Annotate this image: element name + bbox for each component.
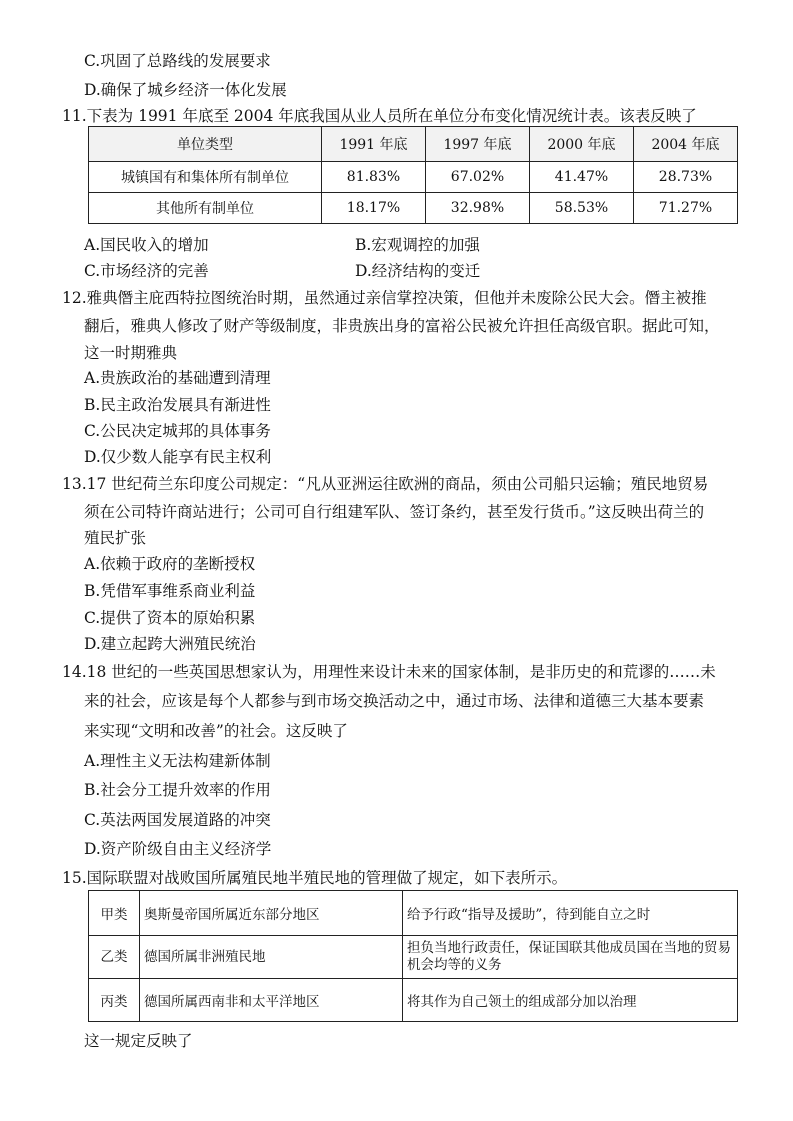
header-cell: 1991 年底	[322, 127, 426, 162]
table-row	[89, 891, 738, 936]
table-cell: 32.98%	[426, 193, 530, 224]
table-cell: 甲类	[89, 891, 140, 936]
table-cell: 德国所属非洲殖民地	[140, 936, 403, 979]
q14-option-a: A.理性主义无法构建新体制	[84, 752, 271, 770]
q10-option-c: C.巩固了总路线的发展要求	[84, 52, 271, 70]
q13-option-b: B.凭借军事维系商业利益	[84, 582, 256, 600]
header-cell: 1997 年底	[426, 127, 530, 162]
q13-option-a: A.依赖于政府的垄断授权	[84, 555, 256, 573]
table-cell: 德国所属西南非和太平洋地区	[140, 979, 403, 1022]
table-row	[89, 193, 738, 224]
table-cell: 担负当地行政责任，保证国联其他成员国在当地的贸易机会均等的义务	[403, 936, 738, 979]
q13-option-d: D.建立起跨大洲殖民统治	[84, 635, 256, 653]
q15-tail: 这一规定反映了	[84, 1032, 193, 1050]
q12-option-c: C.公民决定城邦的具体事务	[84, 422, 271, 440]
q11-option-a: A.国民收入的增加	[84, 236, 209, 254]
table-cell: 81.83%	[322, 162, 426, 193]
q15-table	[88, 890, 738, 1022]
q13-stem-line2: 须在公司特许商站进行；公司可自行组建军队、签订条约，甚至发行货币。”这反映出荷兰的	[84, 503, 705, 521]
table-row	[89, 979, 738, 1022]
q13-stem-line3: 殖民扩张	[84, 529, 147, 547]
table-cell: 给予行政“指导及援助”，待到能自立之时	[403, 891, 738, 936]
table-cell: 奥斯曼帝国所属近东部分地区	[140, 891, 403, 936]
q11-stem: 11.下表为 1991 年底至 2004 年底我国从业人员所在单位分布变化情况统计表。该表反映了	[62, 107, 697, 125]
q12-stem-line1: 12.雅典僭主庇西特拉图统治时期，虽然通过亲信掌控决策，但他并未废除公民大会。僭主被推	[62, 289, 707, 307]
q11-option-b: B.宏观调控的加强	[355, 236, 480, 254]
q12-option-d: D.仅少数人能享有民主权利	[84, 448, 272, 466]
table-cell: 41.47%	[530, 162, 634, 193]
q14-stem-line1: 14.18 世纪的一些英国思想家认为，用理性来设计未来的国家体制，是非历史的和荒谬的……未	[62, 663, 716, 681]
q14-option-c: C.英法两国发展道路的冲突	[84, 811, 271, 829]
table-cell: 其他所有制单位	[89, 193, 322, 224]
table-cell: 71.27%	[634, 193, 738, 224]
table-cell: 丙类	[89, 979, 140, 1022]
q11-option-c: C.市场经济的完善	[84, 262, 209, 280]
table-header-row	[89, 127, 738, 162]
q10-option-d: D.确保了城乡经济一体化发展	[84, 81, 287, 99]
header-cell: 2004 年底	[634, 127, 738, 162]
table-cell: 18.17%	[322, 193, 426, 224]
table-row	[89, 162, 738, 193]
table-cell: 将其作为自己领土的组成部分加以治理	[403, 979, 738, 1022]
header-cell: 2000 年底	[530, 127, 634, 162]
q12-stem-line2: 翻后，雅典人修改了财产等级制度，非贵族出身的富裕公民被允许担任高级官职。据此可知，	[84, 317, 720, 335]
q13-stem-line1: 13.17 世纪荷兰东印度公司规定：“凡从亚洲运往欧洲的商品，须由公司船只运输；殖民地贸易	[62, 475, 709, 493]
header-cell: 单位类型	[89, 127, 322, 162]
table-cell: 67.02%	[426, 162, 530, 193]
q15-stem: 15.国际联盟对战败国所属殖民地半殖民地的管理做了规定，如下表所示。	[62, 869, 568, 887]
q14-stem-line2: 来的社会，应该是每个人都参与到市场交换活动之中，通过市场、法律和道德三大基本要素	[84, 692, 705, 710]
q12-option-b: B.民主政治发展具有渐进性	[84, 396, 271, 414]
table-cell: 58.53%	[530, 193, 634, 224]
table-cell: 城镇国有和集体所有制单位	[89, 162, 322, 193]
q12-stem-line3: 这一时期雅典	[84, 344, 178, 362]
q12-option-a: A.贵族政治的基础遭到清理	[84, 369, 271, 387]
q11-table	[88, 126, 738, 224]
table-row	[89, 936, 738, 979]
q14-option-d: D.资产阶级自由主义经济学	[84, 840, 272, 858]
q13-option-c: C.提供了资本的原始积累	[84, 609, 256, 627]
table-cell: 28.73%	[634, 162, 738, 193]
q11-option-d: D.经济结构的变迁	[355, 262, 481, 280]
q14-option-b: B.社会分工提升效率的作用	[84, 781, 271, 799]
table-cell: 乙类	[89, 936, 140, 979]
q14-stem-line3: 来实现“文明和改善”的社会。这反映了	[84, 722, 348, 740]
